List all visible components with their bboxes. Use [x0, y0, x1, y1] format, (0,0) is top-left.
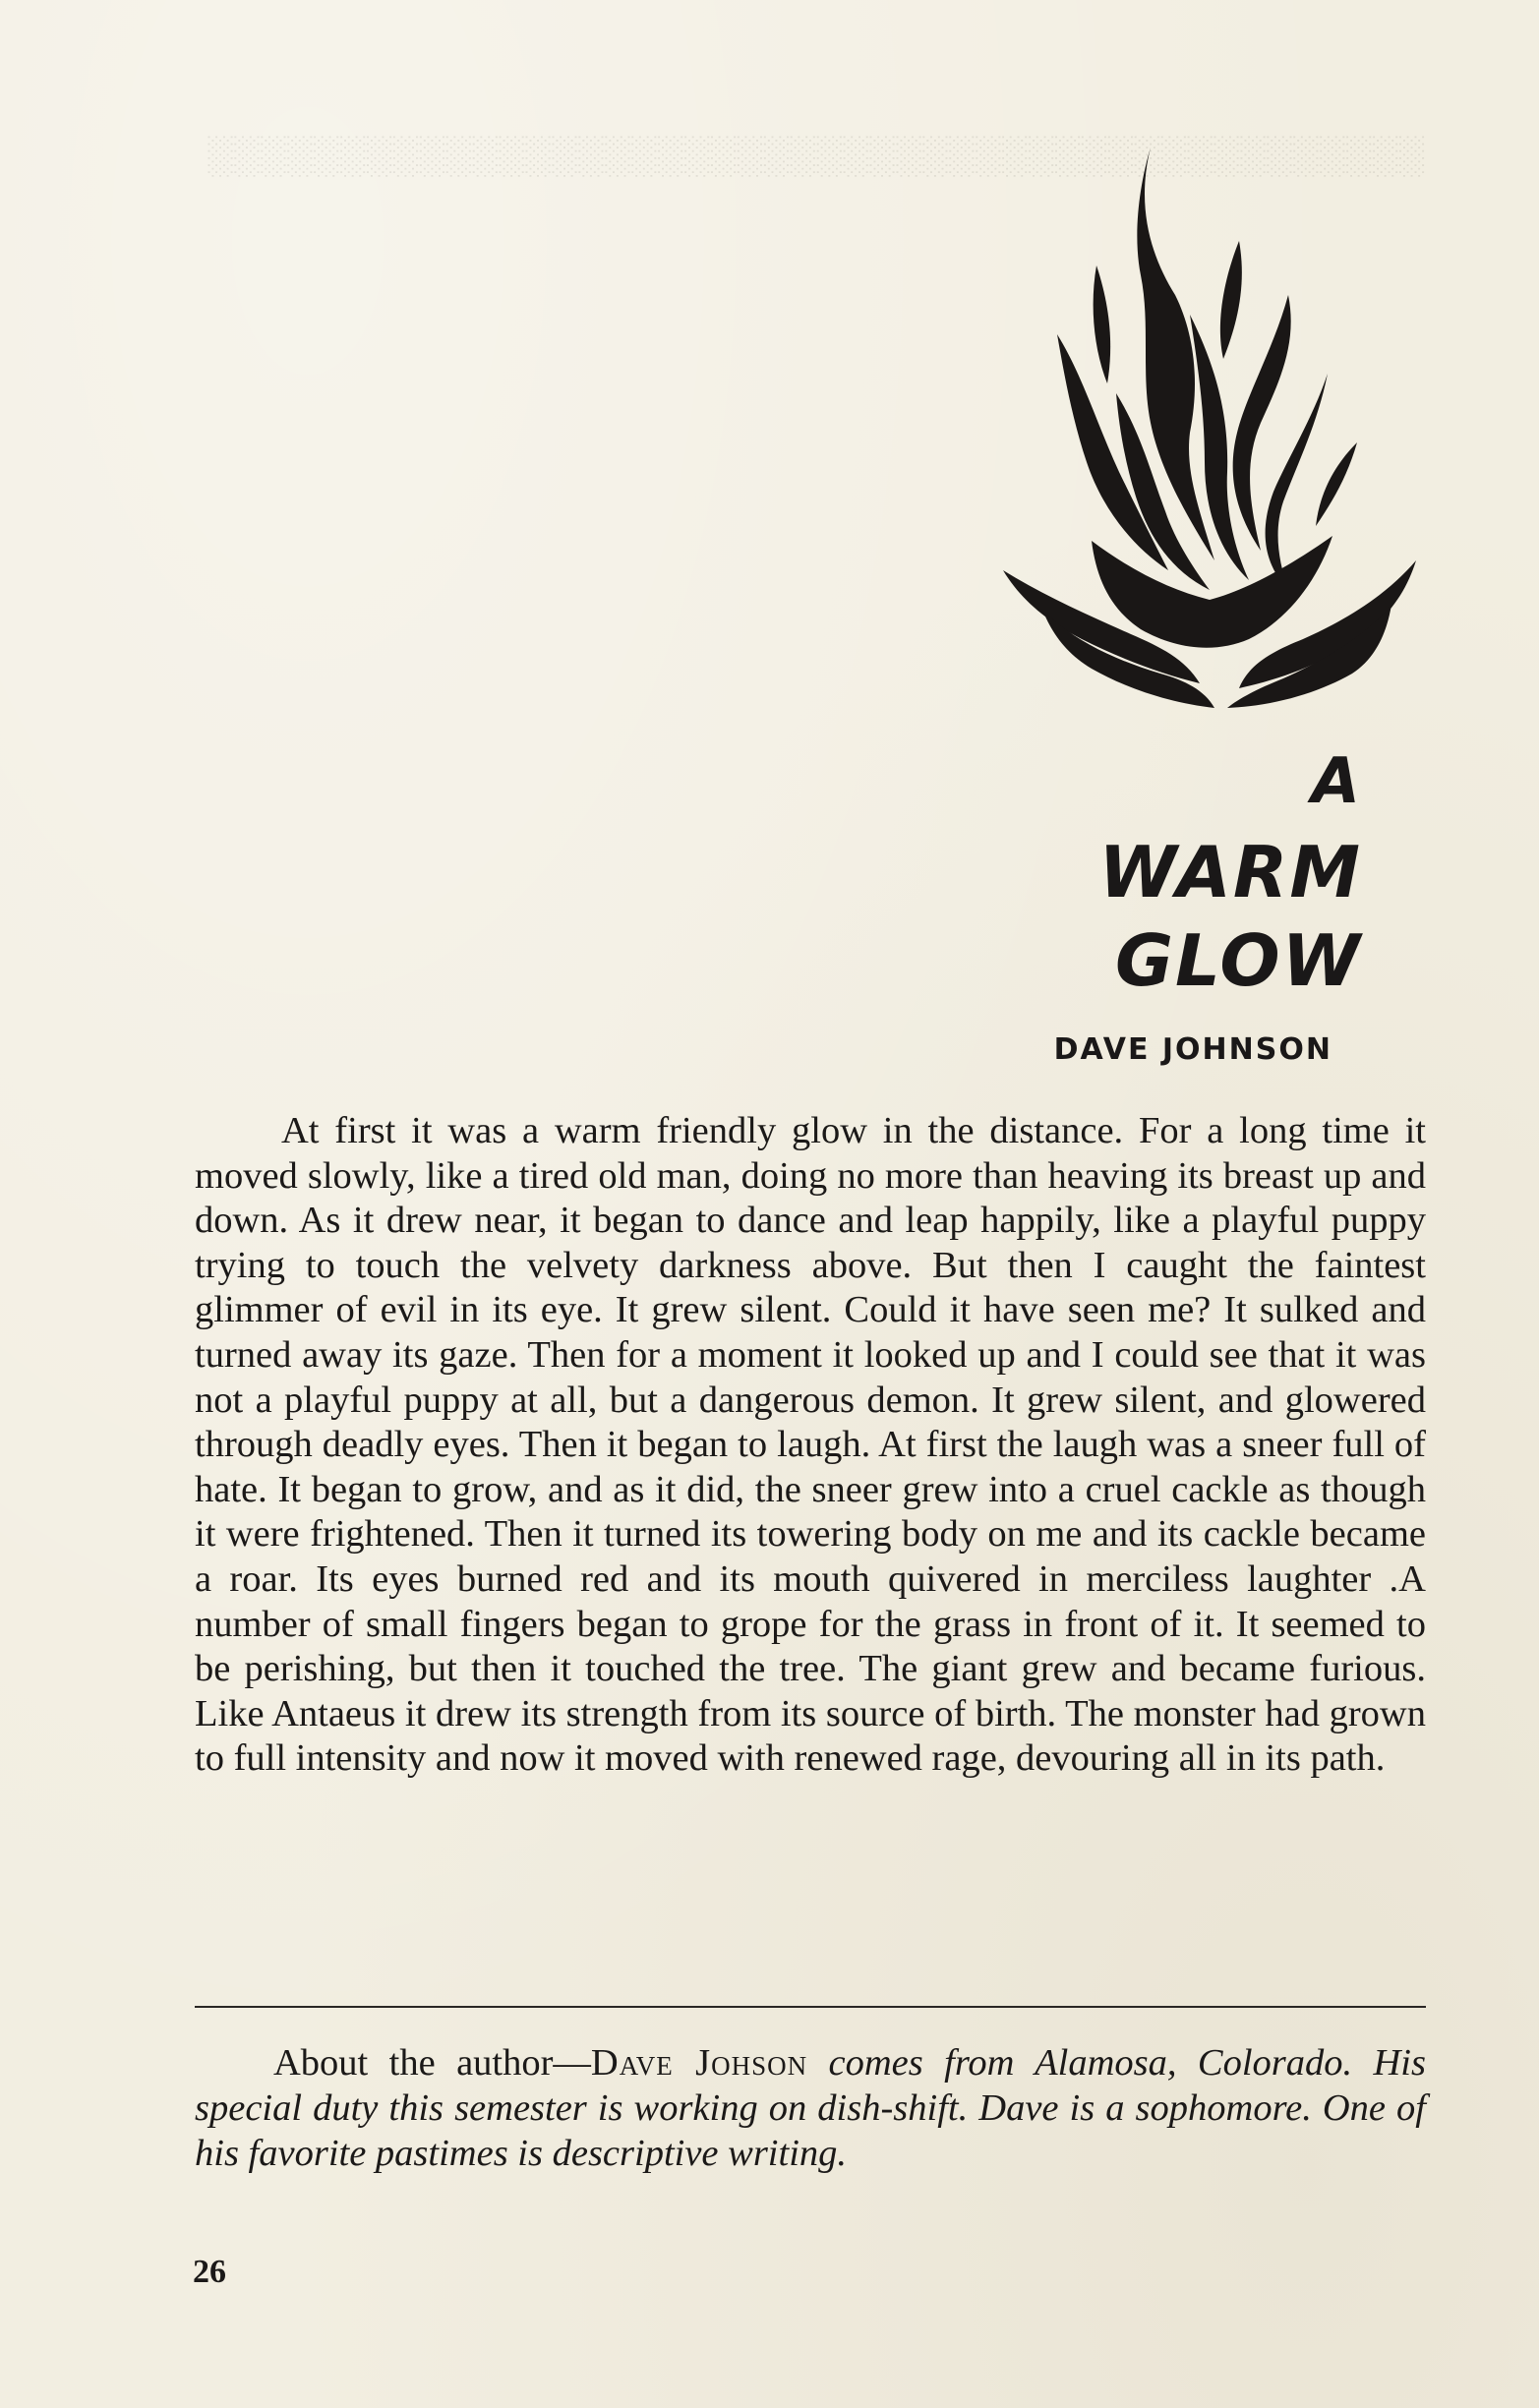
page-number: 26 [193, 2254, 226, 2290]
about-bio: comes from Alamosa, Colorado. His special duty this semester is working on dish-shift. Dave is a sophomore. One of his favorite pastimes is descriptive writing. [195, 2042, 1426, 2174]
article-title-line-2: WARM [1098, 831, 1362, 913]
section-divider [195, 2006, 1426, 2008]
article-body: At first it was a warm friendly glow in the distance. For a long time it moved slowly, like a tired old man, doing no more than heaving its breast up and down. As it drew near, it began to dance and leap happily, like a playful puppy trying to touch the velvety darkness above. But then I caught the faintest glimmer of evil in its eye. It grew silent. Could it have seen me? It sulked and turned away its gaze. Then for a moment it looked up and I could see that it was not a playful puppy at all, but a dangerous demon. It grew silent, and glowered through deadly eyes. Then it began to laugh. At first the laugh was a sneer full of hate. It began to grow, and as it did, the sneer grew into a cruel cackle as though it were frightened. Then it turned its towering body on me and its cackle became a roar. Its eyes burned red and its mouth quivered in merciless laughter .A number of small fingers began to grope for the grass in front of it. It seemed to be perishing, but then it touched the tree. The giant grew and became furious. Like Antaeus it drew its strength from its source of birth. The monster had grown to full intensity and now it moved with renewed rage, devouring all in its path. [195, 1110, 1426, 1780]
article-title-line-1: A [1311, 745, 1362, 818]
article-title-line-3: GLOW [1114, 919, 1362, 1002]
about-the-author [195, 2040, 1426, 2176]
flame-icon [1003, 147, 1416, 708]
author-byline: DAVE JOHNSON [1053, 1032, 1332, 1067]
about-lead: About the author— [273, 2042, 591, 2084]
about-author-name: Dave Johson [590, 2042, 808, 2084]
show-through-texture: ░░░░░░░░░░░░░░░░░░░░░░░░░░░░░░░░░░░░░░░░░░░░░░ [207, 135, 1426, 176]
